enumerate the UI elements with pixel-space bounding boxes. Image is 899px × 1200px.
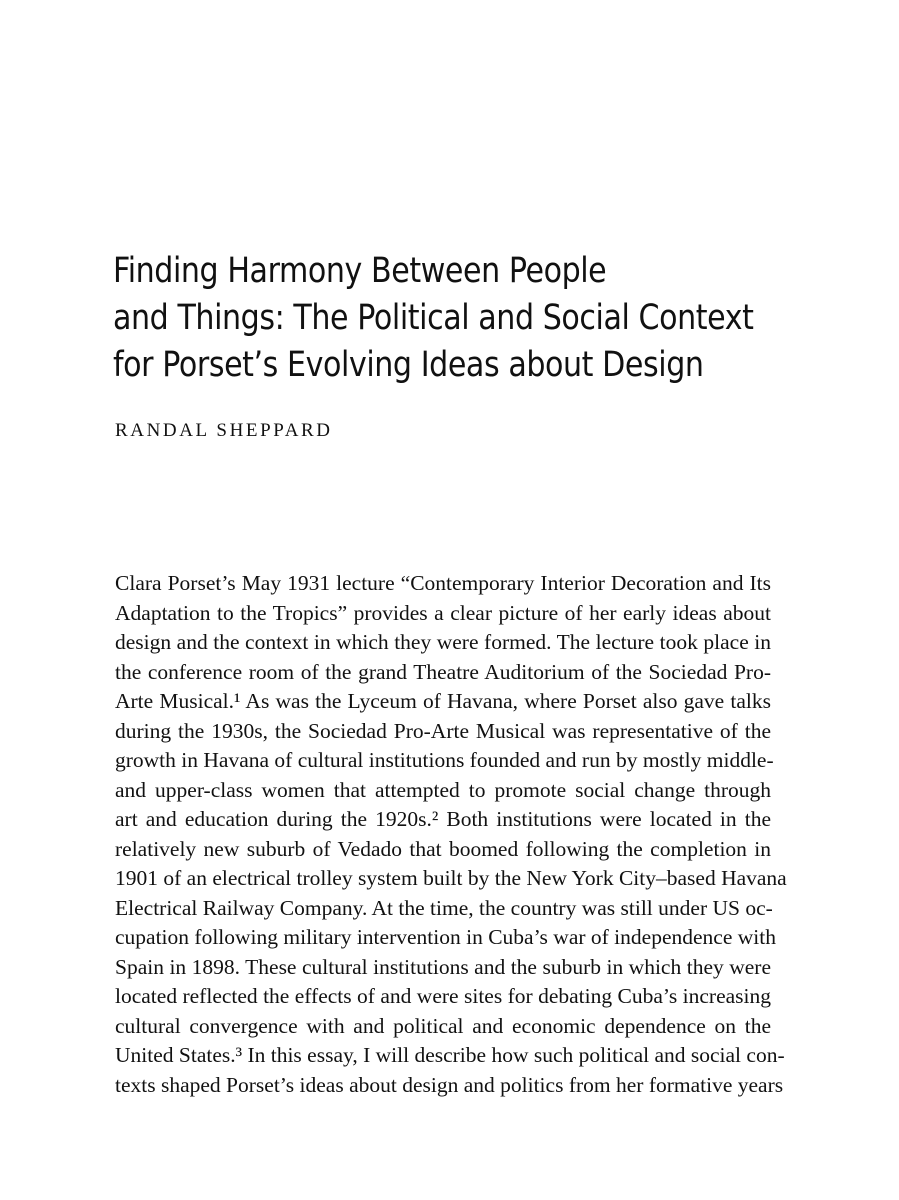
body-line: during the 1930s, the Sociedad Pro-Arte Musical was representative of the	[115, 718, 771, 743]
body-line: and upper-class women that attempted to promote social change through	[115, 777, 771, 802]
chapter-title-line: Finding Harmony Between People	[113, 251, 607, 291]
body-line: 1901 of an electrical trolley system built by the New York City–based Havana	[115, 866, 787, 890]
body-line: Spain in 1898. These cultural institutions and the suburb in which they were	[115, 954, 771, 979]
body-line: relatively new suburb of Vedado that boomed following the completion in	[115, 836, 771, 861]
body-line: art and education during the 1920s.² Both institutions were located in the	[115, 807, 771, 831]
body-line: cupation following military intervention in Cuba’s war of independence with	[115, 925, 776, 949]
chapter-author: RANDAL SHEPPARD	[115, 420, 333, 441]
body-line: Arte Musical.¹ As was the Lyceum of Havana, where Porset also gave talks	[115, 689, 771, 713]
body-line: United States.³ In this essay, I will describe how such political and social con-	[115, 1043, 785, 1067]
chapter-title-line: and Things: The Political and Social Context	[113, 298, 754, 338]
body-line: growth in Havana of cultural institutions founded and run by mostly middle-	[115, 748, 774, 772]
body-line: cultural convergence with and political and economic dependence on the	[115, 1013, 771, 1038]
body-line: Electrical Railway Company. At the time, the country was still under US oc-	[115, 895, 773, 920]
body-line: located reflected the effects of and were sites for debating Cuba’s increasing	[115, 984, 771, 1008]
body-paragraph	[115, 569, 787, 1100]
chapter-title-line: for Porset’s Evolving Ideas about Design	[113, 345, 704, 385]
body-line: design and the context in which they were formed. The lecture took place in	[115, 630, 771, 654]
body-line: texts shaped Porset’s ideas about design and politics from her formative years	[115, 1072, 784, 1097]
body-line: Clara Porset’s May 1931 lecture “Contemporary Interior Decoration and Its	[115, 571, 771, 595]
body-line: the conference room of the grand Theatre Auditorium of the Sociedad Pro-	[115, 659, 771, 684]
body-line: Adaptation to the Tropics” provides a clear picture of her early ideas about	[115, 600, 771, 625]
chapter-title	[113, 248, 754, 389]
